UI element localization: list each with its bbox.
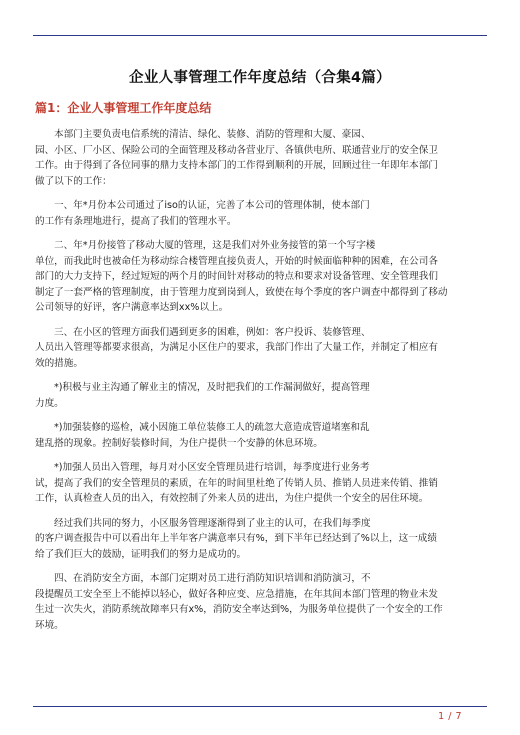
text-line: 试，提高了我们的安全管理员的素质，在年的时间里杜绝了传销人员、推销人员进来传销、推销 bbox=[35, 477, 438, 489]
section-heading: 篇1：企业人事管理工作年度总结 bbox=[35, 101, 212, 115]
text-line: 单位，而我此时也被命任为移动综合楼管理直接负责人，开始的时候面临种种的困难，在公司各 bbox=[35, 255, 438, 267]
paragraph-item-3 bbox=[35, 325, 485, 372]
text-line: 园、小区、厂小区、保险公司的全面管理及移动各营业厅、各镇供电所、联通营业厅的安全保卫 bbox=[35, 144, 438, 156]
text-line: 生过一次失火，消防系统故障率只有x%，消防安全率达到%，为服务单位提供了一个安全的工作 bbox=[35, 604, 443, 615]
page-number: 1 / 7 bbox=[438, 711, 462, 722]
text-line: 的工作有条理地进行，提高了我们的管理水平。 bbox=[35, 215, 237, 227]
text-line: 建乱搭的现象。控制好装修时间，为住户提供一个安静的休息环境。 bbox=[35, 437, 323, 449]
document-body bbox=[35, 127, 485, 642]
footer-rule bbox=[33, 706, 487, 707]
text-line: 部门的大力支持下，经过短短的两个月的时间针对移动的特点和要求对设备管理、安全管理我们 bbox=[35, 271, 438, 282]
text-line: *)加强人员出入管理，每月对小区安全管理员进行培训，每季度进行业务考 bbox=[54, 462, 370, 473]
text-line: 工作，认真检查人员的出入，有效控制了外来人员的进出，为住户提供一个安全的居住环境。 bbox=[35, 493, 429, 504]
text-line: 三、在小区的管理方面我们遇到更多的困难，例如：客户投诉、装修管理、 bbox=[54, 326, 371, 338]
text-line: 给了我们巨大的鼓励，证明我们的努力是成功的。 bbox=[35, 548, 247, 560]
text-line: 本部门主要负责电信系统的清洁、绿化、装修、消防的管理和大厦、豪园、 bbox=[54, 129, 371, 140]
text-line: 效的措施。 bbox=[35, 357, 83, 369]
text-line: *)积极与业主沟通了解业主的情况，及时把我们的工作漏洞做好，提高管理 bbox=[54, 382, 370, 393]
text-line: 制定了一套严格的管理制度，由于管理力度到岗到人，致使在每个季度的客户调查中都得到了移动 bbox=[35, 286, 448, 298]
paragraph-item-2 bbox=[35, 238, 485, 316]
text-line: *)加强装修的巡检，减小因施工单位装修工人的疏忽大意造成管道堵塞和乱 bbox=[54, 422, 370, 433]
text-line: 二、年*月份接管了移动大厦的管理，这是我们对外业务接管的第一个写字楼 bbox=[54, 240, 376, 251]
text-line: 的客户调查报告中可以看出年上半年客户满意率只有%，到下半年已经达到了%以上，这一成绩 bbox=[35, 533, 437, 544]
text-line: 经过我们共同的努力，小区服务管理逐渐得到了业主的认可，在我们每季度 bbox=[54, 517, 371, 529]
paragraph-sub-2 bbox=[35, 420, 485, 451]
paragraph-item-1 bbox=[35, 198, 485, 229]
paragraph-sub-1 bbox=[35, 380, 485, 411]
paragraph-sub-3 bbox=[35, 460, 485, 507]
header-rule bbox=[33, 35, 487, 36]
text-line: 力度。 bbox=[35, 397, 64, 409]
text-line: 一、年*月份本公司通过了iso的认证，完善了本公司的管理体制，使本部门 bbox=[54, 200, 370, 211]
text-line: 人员出入管理等都要求很高，为满足小区住户的要求，我部门作出了大量工作，并制定了相应有 bbox=[35, 342, 438, 353]
text-line: 四、在消防安全方面，本部门定期对员工进行消防知识培训和消防演习，不 bbox=[54, 573, 371, 584]
document-title: 企业人事管理工作年度总结（合集4篇） bbox=[129, 70, 391, 86]
paragraph-intro bbox=[35, 127, 485, 189]
text-line: 环境。 bbox=[35, 619, 64, 631]
paragraph-result bbox=[35, 516, 485, 563]
text-line: 工作。由于得到了各位同事的鼎力支持本部门的工作得到顺利的开展，回顾过往一年即年本部门 bbox=[35, 160, 438, 171]
text-line: 段提醒员工安全至上不能掉以轻心，做好各种应变、应急措施，在年其间本部门管理的物业未发 bbox=[35, 588, 438, 600]
paragraph-item-4 bbox=[35, 571, 485, 633]
text-line: 做了以下的工作： bbox=[35, 175, 112, 187]
text-line: 公司领导的好评，客户满意率达到xx%以上。 bbox=[35, 302, 229, 313]
